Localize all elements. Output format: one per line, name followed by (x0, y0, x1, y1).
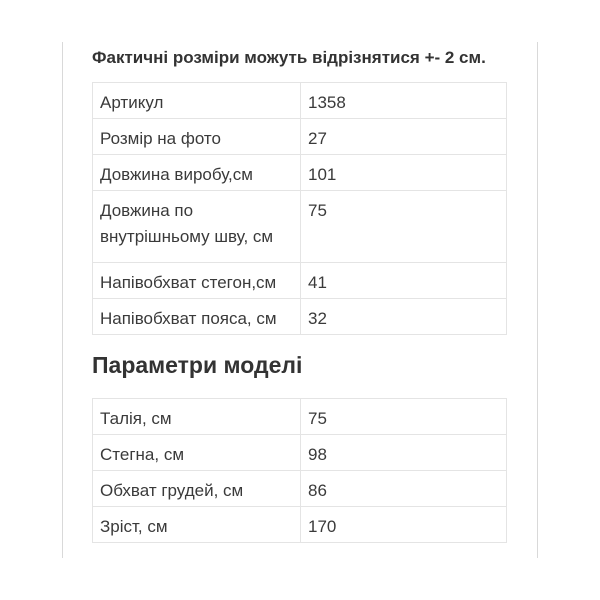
row-value: 32 (301, 299, 507, 335)
table-row (93, 191, 507, 263)
row-label: Напівобхват пояса, см (93, 299, 301, 335)
table-row (93, 507, 507, 543)
table-row (93, 435, 507, 471)
row-label: Артикул (93, 83, 301, 119)
left-border-line (62, 42, 63, 558)
table-row (93, 155, 507, 191)
row-label: Талія, см (93, 399, 301, 435)
model-parameters-heading: Параметри моделі (92, 352, 303, 378)
right-border-line (537, 42, 538, 558)
row-label: Розмір на фото (93, 119, 301, 155)
model-parameters-table (92, 398, 507, 543)
row-label: Довжина виробу,см (93, 155, 301, 191)
row-value: 41 (301, 263, 507, 299)
row-label: Довжина по внутрішньому шву, см (93, 191, 301, 263)
table-row (93, 83, 507, 119)
row-label: Напівобхват стегон,см (93, 263, 301, 299)
row-label: Стегна, см (93, 435, 301, 471)
row-label: Обхват грудей, см (93, 471, 301, 507)
row-value: 86 (301, 471, 507, 507)
product-size-table (92, 82, 507, 335)
table-row (93, 299, 507, 335)
row-value: 27 (301, 119, 507, 155)
row-value: 1358 (301, 83, 507, 119)
table-row (93, 399, 507, 435)
row-value: 170 (301, 507, 507, 543)
row-value: 101 (301, 155, 507, 191)
table-row (93, 119, 507, 155)
table-row (93, 471, 507, 507)
table-row (93, 263, 507, 299)
row-value: 98 (301, 435, 507, 471)
row-value: 75 (301, 191, 507, 263)
product-details (92, 42, 506, 543)
size-disclaimer: Фактичні розміри можуть відрізнятися +- 2 см. (92, 48, 486, 67)
row-value: 75 (301, 399, 507, 435)
row-label: Зріст, см (93, 507, 301, 543)
